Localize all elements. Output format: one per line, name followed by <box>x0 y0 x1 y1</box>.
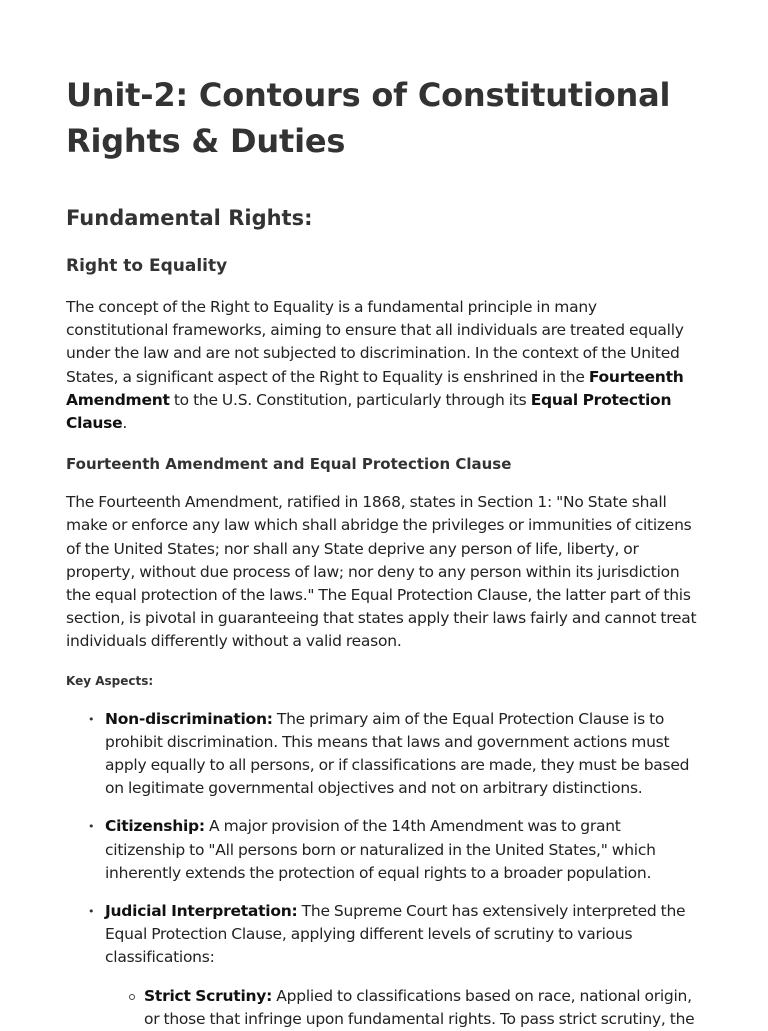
list-item-term: Citizenship: <box>105 817 205 836</box>
intro-text-3: . <box>122 414 128 433</box>
key-aspects-list <box>66 708 702 1031</box>
key-aspects-label: Key Aspects: <box>66 673 154 688</box>
sublist-item <box>105 985 702 1031</box>
list-item-text: The Supreme Court has extensively interpreted the Equal Protection Clause, applying different levels of scrutiny to various classifications: <box>105 902 686 967</box>
document-title: Unit-2: Contours of Constitutional Rights & Duties <box>66 76 671 160</box>
section-heading: Fundamental Rights: <box>66 206 313 230</box>
amendment-heading: Fourteenth Amendment and Equal Protection Clause <box>66 455 512 474</box>
subsection-heading: Right to Equality <box>66 256 228 276</box>
list-item-term: Non-discrimination: <box>105 709 273 728</box>
intro-bold-2: Equal Protection Clause <box>66 390 672 433</box>
sublist-item-text: Applied to classifications based on race, national origin, or those that infringe upon fundamental rights. To pass strict scrutiny, the <box>144 986 695 1028</box>
intro-bold-1: Fourteenth Amendment <box>66 367 684 409</box>
list-item-term: Judicial Interpretation: <box>105 902 298 921</box>
sublist-item-term: Strict Scrutiny: <box>144 986 273 1005</box>
list-item <box>66 900 702 1031</box>
list-item-text: A major provision of the 14th Amendment was to grant citizenship to "All persons born or naturalized in the United States," which inherently extends the protection of equal rights to a broader population. <box>105 817 656 882</box>
intro-text-2: to the U.S. Constitution, particularly through its <box>169 390 531 409</box>
scrutiny-sublist <box>105 985 702 1031</box>
amendment-paragraph: The Fourteenth Amendment, ratified in 1868, states in Section 1: "No State shall make or enforce any law which shall abridge the privileges or immunities of citizens of the United States; nor shall any State deprive any person of life, liberty, or property, without due process of law; nor deny to any person within its jurisdiction the equal protection of the laws." The Equal Protection Clause, the latter part of this section, is pivotal in guaranteeing that states apply their laws fairly and cannot treat individuals differently without a valid reason. <box>66 493 697 651</box>
intro-paragraph <box>66 296 702 435</box>
list-item <box>66 815 702 885</box>
list-item <box>66 708 702 801</box>
list-item-text: The primary aim of the Equal Protection Clause is to prohibit discrimination. This means that laws and government actions must apply equally to all persons, or if classifications are made, they must be based on legitimate governmental objectives and not on arbitrary distinctions. <box>105 709 690 798</box>
intro-text-1: The concept of the Right to Equality is a fundamental principle in many constitutional frameworks, aiming to ensure that all individuals are treated equally under the law and are not subjected to discrimination. In the context of the United States, a significant aspect of the Right to Equality is enshrined in the <box>66 298 684 386</box>
